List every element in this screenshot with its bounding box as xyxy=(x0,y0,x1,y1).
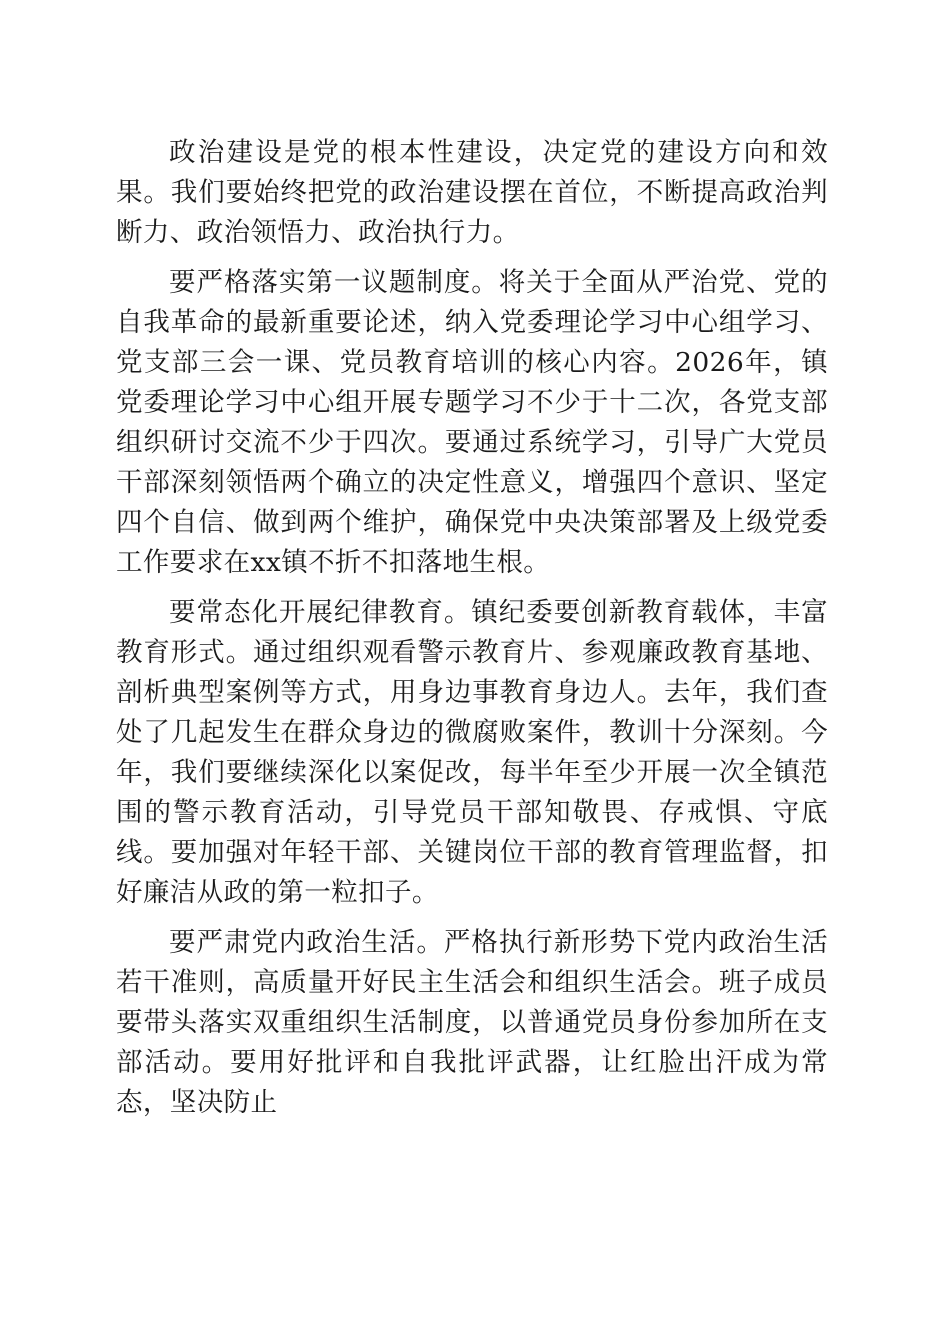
paragraph-inner-party-life: 要严肃党内政治生活。严格执行新形势下党内政治生活若干准则，高质量开好民主生活会和组织生活会。班子成员要带头落实双重组织生活制度，以普通党员身份参加所在支部活动。要用好批评和自我批评武器，让红脸出汗成为常态，坚决防止 xyxy=(116,927,828,1118)
paragraph-first-agenda-system: 要严格落实第一议题制度。将关于全面从严治党、党的自我革命的最新重要论述，纳入党委理论学习中心组学习、党支部三会一课、党员教育培训的核心内容。2026年，镇党委理论学习中心组开展专题学习不少于十二次，各党支部组织研讨交流不少于四次。要通过系统学习，引导广大党员干部深刻领悟两个确立的决定性意义，增强四个意识、坚定四个自信、做到两个维护，确保党中央决策部署及上级党委工作要求在xx镇不折不扣落地生根。 xyxy=(116,267,828,578)
paragraph-political-construction: 政治建设是党的根本性建设，决定党的建设方向和效果。我们要始终把党的政治建设摆在首位，不断提高政治判断力、政治领悟力、政治执行力。 xyxy=(116,137,828,248)
paragraph-discipline-education: 要常态化开展纪律教育。镇纪委要创新教育载体，丰富教育形式。通过组织观看警示教育片、参观廉政教育基地、剖析典型案例等方式，用身边事教育身边人。去年，我们查处了几起发生在群众身边的微腐败案件，教训十分深刻。今年，我们要继续深化以案促改，每半年至少开展一次全镇范围的警示教育活动，引导党员干部知敬畏、存戒惧、守底线。要加强对年轻干部、关键岗位干部的教育管理监督，扣好廉洁从政的第一粒扣子。 xyxy=(116,597,828,908)
document-body xyxy=(116,133,828,1123)
